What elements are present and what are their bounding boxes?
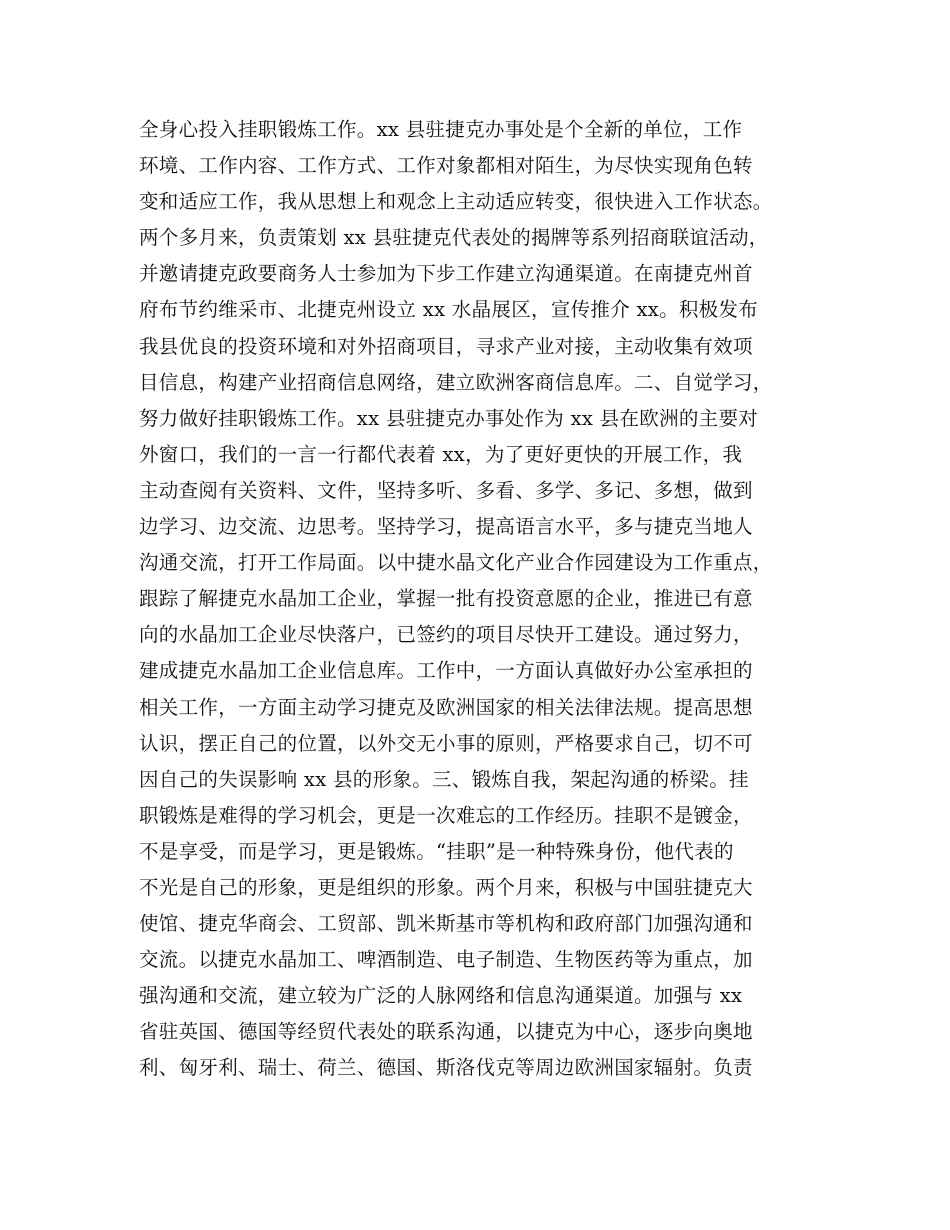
text-line: 跟踪了解捷克水晶加工企业，掌握一批有投资意愿的企业，推进已有意	[139, 587, 753, 611]
text-line: 强沟通和交流，建立较为广泛的人脉网络和信息沟通渠道。加强与 xx	[139, 984, 743, 1008]
text-line: 外窗口，我们的一言一行都代表着 xx，为了更好更快的开展工作，我	[139, 442, 743, 466]
text-line: 我县优良的投资环境和对外招商项目，寻求产业对接，主动收集有效项	[139, 334, 753, 358]
text-line: 向的水晶加工企业尽快落户，已签约的项目尽快开工建设。通过努力，	[139, 623, 753, 647]
text-line: 努力做好挂职锻炼工作。xx 县驻捷克办事处作为 xx 县在欧洲的主要对	[139, 406, 759, 430]
text-line: 变和适应工作，我从思想上和观念上主动适应转变，很快进入工作状态。	[139, 190, 773, 214]
text-line: 两个多月来，负责策划 xx 县驻捷克代表处的揭牌等系列招商联谊活动，	[139, 226, 769, 250]
body-text	[139, 112, 839, 1087]
text-line: 沟通交流，打开工作局面。以中捷水晶文化产业合作园建设为工作重点，	[139, 551, 773, 575]
text-line: 职锻炼是难得的学习机会，更是一次难忘的工作经历。挂职不是镀金，	[139, 803, 753, 827]
text-line: 认识，摆正自己的位置，以外交无小事的原则，严格要求自己，切不可	[139, 731, 753, 755]
text-line: 边学习、边交流、边思考。坚持学习，提高语言水平，多与捷克当地人	[139, 515, 753, 539]
text-line: 全身心投入挂职锻炼工作。xx 县驻捷克办事处是个全新的单位，工作	[139, 118, 743, 141]
text-line: 使馆、捷克华商会、工贸部、凯米斯基市等机构和政府部门加强沟通和	[139, 912, 753, 936]
text-line: 不是享受，而是学习，更是锻炼。“挂职”是一种特殊身份，他代表的	[139, 839, 734, 863]
text-line: 目信息，构建产业招商信息网络，建立欧洲客商信息库。二、自觉学习，	[139, 370, 773, 394]
text-line: 建成捷克水晶加工企业信息库。工作中，一方面认真做好办公室承担的	[139, 659, 753, 683]
text-line: 不光是自己的形象，更是组织的形象。两个月来，积极与中国驻捷克大	[139, 875, 753, 899]
text-line: 利、匈牙利、瑞士、荷兰、德国、斯洛伐克等周边欧洲国家辐射。负责	[139, 1056, 753, 1080]
text-line: 主动查阅有关资料、文件，坚持多听、多看、多学、多记、多想，做到	[139, 478, 753, 502]
text-line: 省驻英国、德国等经贸代表处的联系沟通，以捷克为中心，逐步向奥地	[139, 1020, 753, 1044]
text-line: 府布节约维采市、北捷克州设立 xx 水晶展区，宣传推介 xx。积极发布	[139, 298, 759, 322]
text-line: 环境、工作内容、工作方式、工作对象都相对陌生，为尽快实现角色转	[139, 154, 753, 178]
text-line: 相关工作，一方面主动学习捷克及欧洲国家的相关法律法规。提高思想	[139, 695, 753, 719]
text-line: 并邀请捷克政要商务人士参加为下步工作建立沟通渠道。在南捷克州首	[139, 262, 753, 286]
text-line: 因自己的失误影响 xx 县的形象。三、锻炼自我，架起沟通的桥梁。挂	[139, 767, 749, 791]
text-line: 交流。以捷克水晶加工、啤酒制造、电子制造、生物医药等为重点，加	[139, 948, 753, 972]
